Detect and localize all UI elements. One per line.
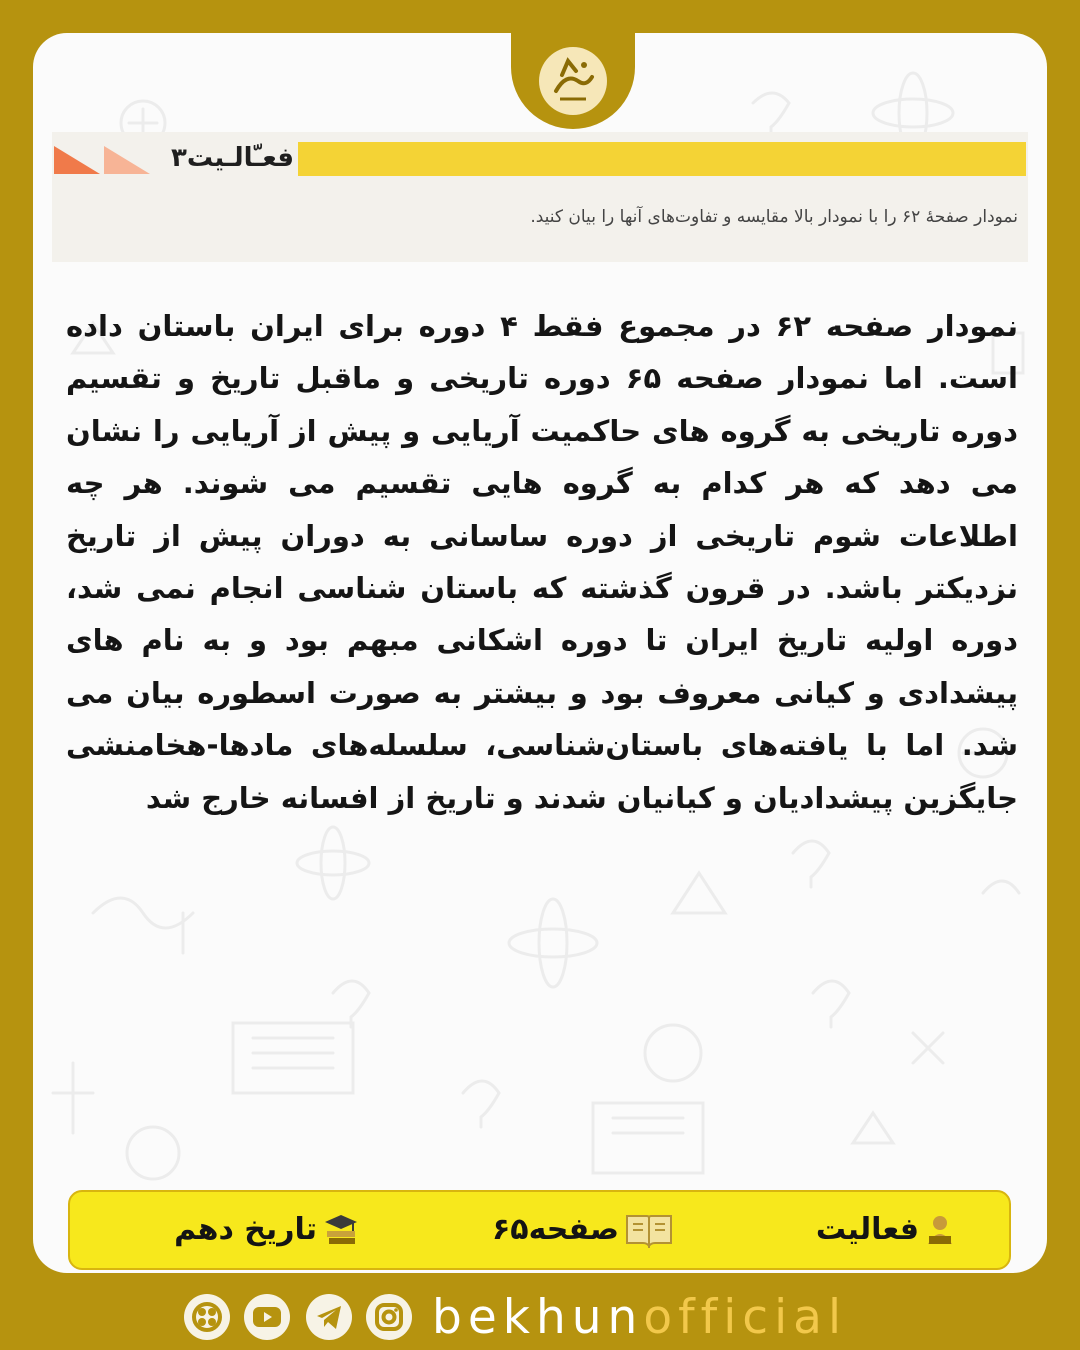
telegram-icon[interactable] xyxy=(306,1294,352,1340)
book-icon xyxy=(625,1212,673,1248)
footer-page xyxy=(492,1208,673,1252)
footer-page-label: صفحه۶۵ xyxy=(491,1212,619,1247)
instagram-icon[interactable] xyxy=(366,1294,412,1340)
activity-title: فعـّالـیت۳ xyxy=(170,143,294,173)
answer-text: نمودار صفحه ۶۲ در مجموع فقط ۴ دوره برای ایران باستان داده است. اما نمودار صفحه ۶۵ دوره تاریخی و ماقبل تاریخ و تقسیم دوره تاریخی به گروه های حاکمیت آریایی و پیش از آریایی را نشان می دهد که هر کدام به گروه هایی تقسیم می شوند. هر چه اطلاعات شوم تاریخی از دوره ساسانی به دوران پیش از تاریخ نزدیکتر باشد. در قرون گذشته که باستان شناسی انجام نمی شد، دوره اولیه تاریخ ایران تا دوره اشکانی مبهم بود و به نام های پیشدادی و کیانی معروف بود و بیشتر به صورت اسطوره بیان می شد. اما با یافته‌های باستان‌شناسی، سلسله‌های مادها-هخامنشی جایگزین پیشدادیان و کیانیان شدند و تاریخ از افسانه خارج شد xyxy=(66,309,1018,815)
aparat-icon[interactable] xyxy=(184,1294,230,1340)
footer-book xyxy=(174,1208,359,1252)
teacher-icon xyxy=(925,1214,955,1246)
activity-title-bar xyxy=(298,142,1026,176)
brand-handle-part2: official xyxy=(643,1290,848,1345)
footer-bar xyxy=(68,1190,1011,1270)
footer-type-label: فعالیت xyxy=(815,1212,919,1247)
youtube-icon[interactable] xyxy=(244,1294,290,1340)
bekhun-logo-icon xyxy=(538,41,608,121)
brand-handle-part1: bekhun xyxy=(432,1290,644,1345)
graduation-books-icon xyxy=(323,1213,359,1247)
footer-book-label: تاریخ دهم xyxy=(174,1212,317,1247)
arrow-triangles-icon xyxy=(52,146,152,176)
brand-handle[interactable] xyxy=(432,1288,847,1348)
activity-question: نمودار صفحهٔ ۶۲ را با نمودار بالا مقایسه و تفاوت‌های آنها را بیان کنید. xyxy=(530,207,1018,227)
activity-box xyxy=(52,132,1028,262)
footer-type xyxy=(816,1208,955,1252)
social-bar xyxy=(180,1292,900,1348)
